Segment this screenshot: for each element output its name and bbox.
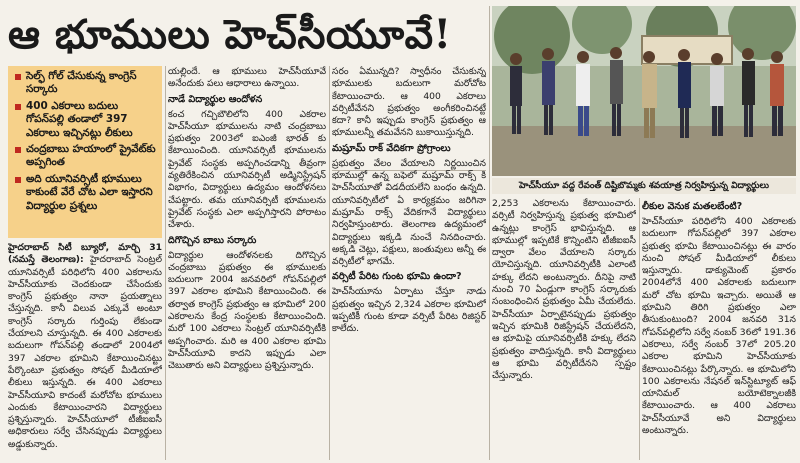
paragraph: 2,253 ఎకరాలను కేటాయించారు. వర్సిటీ నిర్వహిస్తున్న ప్రభుత్వ భూమిలో ఉన్నట్లు కాంగ్రెస్ భావిస్తున్నది. ఆ భూముల్లో ఇప్పటికే కొన్నింటిని టీజీఐఐసీ ద్వారా వేలం వేయాలని సర్కారు యోచిస్తున్నది. యూనివర్సిటీకి ఎలాంటి హక్కు లేదని అంటున్నారు. దీనిపై నాటి నుంచి 70 ఏండ్లుగా కాంగ్రెస్ సర్కారుకు సంబంధించిన ప్రభుత్వం ఏమీ చేయలేదు. హెచ్‌సీయూ ఏర్పాటైనప్పుడు ప్రభుత్వం ఇచ్చిన భూమికి రిజిస్ట్రేషన్ చేయలేదని, ఆ భూమిపై యూనివర్సిటీకి హక్కు లేదని ప్రభుత్వం వాదిస్తున్నది. కానీ విద్యార్థులు ఆ భూమి వర్సిటీదేనని స్పష్టం చేస్తున్నారు.: [492, 198, 636, 382]
subheading: నాడే విద్యార్థుల ఆందోళన: [168, 93, 263, 105]
highlight-item: సెల్ఫ్ గోల్ చేసుకున్న కాంగ్రెస్ సర్కారు: [14, 70, 156, 97]
paragraph: ప్రభుత్వం వేలం వేయాలని నిర్ణయించిన భూముల్లో ఉన్న బఫెలో మష్రూమ్ రాక్స్ కి హెచ్‌సీయూతో విడదీయలేని బంధం ఉన్నది. యూనివర్సిటీలో ఏ కార్యక్రమం జరిగినా మష్రూమ్ రాక్స్ వేదికగానే విద్యార్థులు నిర్వహిస్తుంటారు. తెలంగాణ ఉద్యమంలో విద్యార్థులు ఇక్కడి నుంచే నినదించారు. అక్కడి చెట్లు, పక్షులు, జంతువులు అన్నీ ఈ వర్సిటీలో భాగమే.: [332, 157, 486, 268]
article-column-4: [492, 198, 636, 460]
paragraph: హెచ్‌సీయూ పరిధిలోని 400 ఎకరాలకు బదులుగా గోపన్‌పల్లిలో 397 ఎకరాల ప్రభుత్వ భూమి కేటాయించినట్లు ఈ వారం నుంచి సోషల్ మీడియాలో లీకులు ఇస్తున్నారు. డాక్యుమెంట్ ప్రకారం 2004లోనే 400 ఎకరాలకు బదులుగా మరో చోట భూమి ఇచ్చారు. అయితే ఆ భూమిని తిరిగి ప్రభుత్వం ఎలా తీసుకుంటుంది? 2004 జనవరి 31న గోపన్‌పల్లిలోని సర్వే నంబర్ 36లో 191.36 ఎకరాలు, సర్వే నంబర్ 37లో 205.20 ఎకరాల భూమిని హెచ్‌సీయూకు కేటాయించినట్లు పేర్కొన్నారు. ఆ భూమిలోని 100 ఎకరాలను నేషనల్ ఇన్‌స్టిట్యూట్ ఆఫ్ యానిమల్ బయోటెక్నాలజీకి కేటాయించారు. ఆ 400 ఎకరాలు హెచ్‌సీయూవే అని విద్యార్థులు అంటున్నారు.: [642, 216, 796, 437]
headline: ఆ భూములు హెచ్‌సీయూవే!: [8, 11, 452, 58]
subheading: లీకుల వెనుక మతలబేంటి?: [642, 201, 743, 212]
photo-caption: హెచ్‌సీయూ వద్ద రేవంత్ దిష్టిబొమ్మకు శవయాత్ర నిర్వహిస్తున్న విద్యార్థులు: [492, 178, 796, 194]
column-rule: [165, 66, 166, 460]
news-photo: [492, 6, 796, 176]
paragraph: హెచ్‌సీయూను ఏర్పాటు చేస్తూ నాడు ప్రభుత్వం ఇచ్చిన 2,324 ఎకరాల భూమిలో ఇప్పటికీ గుంట కూడా వర్సిటీ పేరిట రిజిస్టర్ కాలేదు.: [332, 286, 486, 335]
subheading: వర్సిటీ పేరిట గుంట భూమి ఉందా?: [332, 271, 462, 283]
paragraph: హైదరాబాద్ సెంట్రల్ యూనివర్సిటీ పరిధిలోని 400 ఎకరాలను హెచ్‌సీయూకు చెందకుండా చేసేందుకు కాంగ్రెస్ ప్రభుత్వం నానా ప్రయత్నాలు చేస్తున్నది. కానీ విలువ ఎక్కువే అంటూ కాంగ్రెస్ సర్కారు గుర్తింపు లేకుండా చేయాలని చూస్తున్నది. ఈ 400 ఎకరాలకు బదులుగా గోపన్‌పల్లి తండాలో 2004లో 397 ఎకరాల భూమిని కేటాయించినట్టు పేర్కొంటూ ప్రభుత్వం సోషల్ మీడియాలో లీకులు ఇస్తున్నది. ఈ 400 ఎకరాలు హెచ్‌సీయూవి కాదంటే మరోచోట భూములు ఎందుకు కేటాయించారని విద్యార్థులు ప్రశ్నిస్తున్నారు. హెచ్‌సీయూలో టీజీఐఐసీ అధికారులు సర్వే చేసినప్పుడు విద్యార్థులు అడ్డుకున్నారు.: [8, 254, 162, 450]
highlight-item: అది యూనివర్సిటీ భూములు కాకుంటే వేరే చోట ఎలా ఇస్తారని విద్యార్థుల ప్రశ్నలు: [14, 173, 156, 213]
article-column-3: [332, 66, 486, 460]
article-column-1: [8, 242, 162, 460]
column-rule: [489, 6, 490, 460]
column-rule: [639, 198, 640, 460]
paragraph: సరం ఏమున్నది? స్వాధీనం చేసుకున్న భూములకు బదులుగా మరోచోట కేటాయించారు. ఆ 400 ఎకరాలు వర్సిటీవేనని ప్రభుత్వం అంగీకరించినట్టే కదా? కానీ ఇప్పుడు కాంగ్రెస్ ప్రభుత్వం ఆ భూములన్నీ తమవేనని బుకాయిస్తున్నది.: [332, 66, 486, 139]
highlights-box: [8, 66, 162, 238]
highlight-item: 400 ఎకరాలు బదులు గోపన్‌పల్లి తండాలో 397 ఎకరాలు ఇచ్చినట్లు లీకులు: [14, 100, 156, 140]
article-column-5: [642, 198, 796, 460]
highlight-item: చంద్రబాబు హయాంలో ప్రైవేట్‌కు అప్పగింత: [14, 143, 156, 170]
paragraph: కంచ గచ్చిబౌలిలోని 400 ఎకరాల హెచ్‌సీయూ భూములను నాటి చంద్రబాబు ప్రభుత్వం 2003లో ఐఎంజీ భారత్ కు కేటాయించింది. యూనివర్సిటీ భూములను ప్రైవేట్ సంస్థకు అప్పగించడాన్ని తీవ్రంగా వ్యతిరేకించిన యూనివర్సిటీ అడ్మినిస్ట్రేషన్ విభాగం, విద్యార్థులు ఉద్యమం ఆందోళనలు చేపట్టారు. తమ యూనివర్సిటీ భూములను ప్రైవేట్ సంస్థకు ఎలా అప్పగిస్తారని పోరాటం చేశారు.: [168, 108, 326, 231]
subheading: దిగొచ్చిన బాబు సర్కారు: [168, 234, 257, 246]
paragraph: యల్లిందే. ఆ భూములు హెచ్‌సీయూవే అనేందుకు పలు ఆధారాలు ఉన్నాయి.: [168, 66, 326, 90]
article-column-2: [168, 66, 326, 460]
protest-photo: [492, 6, 796, 176]
dateline: హైదరాబాద్ సిటీ బ్యూరో, మార్చి 31 (నమస్తే తెలంగాణ):: [8, 242, 162, 266]
paragraph: విద్యార్థుల ఆందోళనలకు దిగొచ్చిన చంద్రబాబు ప్రభుత్వం ఈ భూములకు బదులుగా 2004 జనవరిలో గోపన్‌పల్లిలో 397 ఎకరాల భూమిని కేటాయించింది. ఈ తర్వాత కాంగ్రెస్ ప్రభుత్వం ఆ భూమిలో 200 ఎకరాలను కేంద్ర సంస్థలకు కేటాయించింది. మరో 100 ఎకరాలు సెంట్రల్ యూనివర్సిటీకి అప్పగించారు. మరి ఆ 400 ఎకరాల భూమి హెచ్‌సీయూవి కాదని ఇప్పుడు ఎలా చెబుతారు అని విద్యార్థులు ప్రశ్నిస్తున్నారు.: [168, 249, 326, 372]
subheading: మష్రూమ్ రాక్ వేదికగా ప్రోగ్రాంలు: [332, 142, 451, 154]
column-rule: [329, 66, 330, 460]
